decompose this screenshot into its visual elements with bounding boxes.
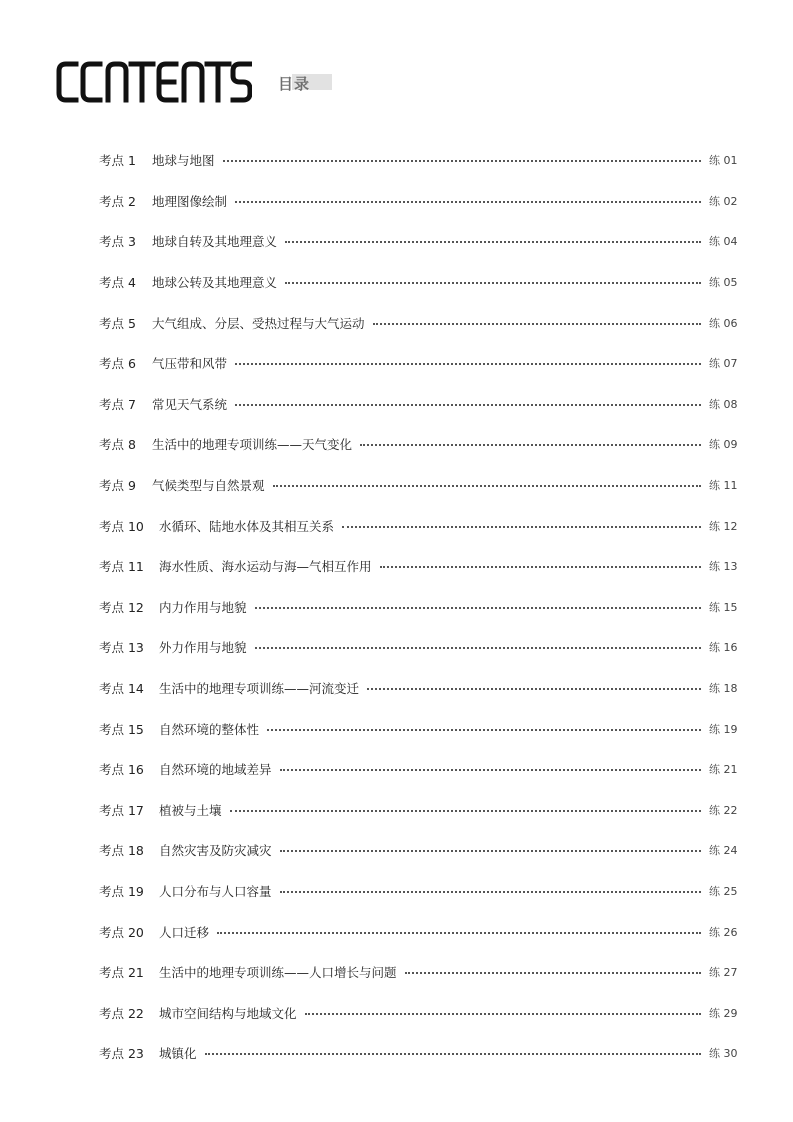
toc-entry-page: 练 21 — [709, 763, 738, 777]
toc-entry-page: 练 26 — [709, 925, 738, 939]
toc-entry-page: 练 27 — [709, 966, 738, 980]
toc-leader-dots — [205, 1053, 701, 1055]
toc-entry-number: 考点 16 — [99, 762, 144, 778]
toc-entry[interactable] — [99, 668, 737, 709]
toc-entry[interactable] — [99, 384, 737, 425]
toc-leader-dots — [235, 404, 701, 406]
contents-logo — [56, 58, 252, 106]
toc-leader-dots — [280, 850, 701, 852]
toc-leader-dots — [273, 485, 701, 487]
toc-entry-number: 考点 8 — [99, 437, 136, 453]
toc-entry-page: 练 25 — [709, 884, 738, 898]
toc-leader-dots — [380, 566, 701, 568]
toc-entry-title: 植被与土壤 — [159, 802, 222, 818]
toc-entry[interactable] — [99, 343, 737, 384]
toc-entry-title: 人口分布与人口容量 — [159, 883, 272, 899]
toc-entry-title: 自然环境的整体性 — [159, 721, 260, 737]
toc-entry-title: 生活中的地理专项训练——人口增长与问题 — [159, 965, 397, 981]
toc-leader-dots — [405, 972, 701, 974]
toc-entry-page: 练 24 — [709, 844, 738, 858]
toc-entry-title: 生活中的地理专项训练——天气变化 — [152, 437, 353, 453]
toc-entry[interactable] — [99, 546, 737, 587]
toc-entry-page: 练 13 — [709, 560, 738, 574]
toc-entry-number: 考点 5 — [99, 315, 136, 331]
toc-leader-dots — [235, 363, 701, 365]
toc-entry-number: 考点 9 — [99, 478, 136, 494]
toc-entry[interactable] — [99, 911, 737, 952]
toc-entry-page: 练 18 — [709, 682, 738, 696]
toc-entry-page: 练 04 — [709, 235, 738, 249]
toc-entry-page: 练 22 — [709, 803, 738, 817]
toc-entry[interactable] — [99, 790, 737, 831]
toc-entry[interactable] — [99, 830, 737, 871]
toc-entry-number: 考点 3 — [99, 234, 136, 250]
toc-entry-number: 考点 14 — [99, 681, 144, 697]
table-of-contents — [99, 140, 737, 1074]
toc-entry-title: 地球自转及其地理意义 — [152, 234, 278, 250]
toc-entry-title: 常见天气系统 — [152, 396, 228, 412]
toc-leader-dots — [255, 647, 701, 649]
toc-entry[interactable] — [99, 140, 737, 181]
toc-leader-dots — [280, 769, 701, 771]
toc-entry-number: 考点 20 — [99, 924, 144, 940]
toc-entry-page: 练 01 — [709, 154, 738, 168]
toc-leader-dots — [285, 282, 701, 284]
toc-entry[interactable] — [99, 424, 737, 465]
toc-entry-page: 练 05 — [709, 276, 738, 290]
toc-entry-number: 考点 18 — [99, 843, 144, 859]
toc-leader-dots — [280, 891, 701, 893]
toc-entry-title: 外力作用与地貌 — [159, 640, 247, 656]
toc-leader-dots — [285, 241, 701, 243]
toc-entry-number: 考点 22 — [99, 1005, 144, 1021]
toc-leader-dots — [367, 688, 701, 690]
toc-entry-number: 考点 13 — [99, 640, 144, 656]
toc-entry-number: 考点 6 — [99, 356, 136, 372]
page-header — [56, 58, 356, 106]
toc-entry[interactable] — [99, 505, 737, 546]
toc-leader-dots — [235, 201, 701, 203]
toc-entry-number: 考点 17 — [99, 802, 144, 818]
toc-entry-number: 考点 23 — [99, 1046, 144, 1062]
toc-entry-number: 考点 4 — [99, 275, 136, 291]
toc-entry-title: 内力作用与地貌 — [159, 599, 247, 615]
toc-entry[interactable] — [99, 1033, 737, 1074]
toc-entry-page: 练 07 — [709, 357, 738, 371]
toc-entry[interactable] — [99, 992, 737, 1033]
toc-entry-page: 练 15 — [709, 600, 738, 614]
toc-leader-dots — [217, 932, 701, 934]
toc-entry-page: 练 09 — [709, 438, 738, 452]
header-decor-box — [316, 74, 332, 90]
toc-entry[interactable] — [99, 302, 737, 343]
toc-entry-number: 考点 12 — [99, 599, 144, 615]
toc-entry-title: 大气组成、分层、受热过程与大气运动 — [152, 315, 365, 331]
toc-entry-title: 地理图像绘制 — [152, 193, 228, 209]
toc-entry-title: 地球公转及其地理意义 — [152, 275, 278, 291]
toc-leader-dots — [360, 444, 701, 446]
toc-entry[interactable] — [99, 627, 737, 668]
toc-entry-title: 城市空间结构与地域文化 — [159, 1005, 297, 1021]
toc-leader-dots — [230, 810, 701, 812]
toc-entry-title: 地球与地图 — [152, 153, 215, 169]
toc-leader-dots — [255, 607, 701, 609]
toc-entry-page: 练 08 — [709, 397, 738, 411]
toc-leader-dots — [373, 323, 701, 325]
toc-leader-dots — [305, 1013, 701, 1015]
toc-entry-page: 练 29 — [709, 1006, 738, 1020]
toc-entry-number: 考点 1 — [99, 153, 136, 169]
toc-entry-number: 考点 19 — [99, 883, 144, 899]
toc-entry[interactable] — [99, 749, 737, 790]
toc-entry-number: 考点 15 — [99, 721, 144, 737]
toc-entry-page: 练 06 — [709, 316, 738, 330]
toc-entry[interactable] — [99, 221, 737, 262]
toc-entry-number: 考点 11 — [99, 559, 144, 575]
toc-entry-number: 考点 10 — [99, 518, 144, 534]
toc-leader-dots — [267, 729, 701, 731]
toc-entry[interactable] — [99, 708, 737, 749]
toc-entry[interactable] — [99, 262, 737, 303]
toc-entry-number: 考点 21 — [99, 965, 144, 981]
toc-entry-number: 考点 2 — [99, 193, 136, 209]
toc-entry-title: 自然环境的地域差异 — [159, 762, 272, 778]
toc-leader-dots — [342, 526, 701, 528]
toc-entry-title: 生活中的地理专项训练——河流变迁 — [159, 681, 360, 697]
toc-entry-page: 练 02 — [709, 194, 738, 208]
toc-entry-page: 练 16 — [709, 641, 738, 655]
toc-entry-page: 练 11 — [709, 479, 738, 493]
toc-entry[interactable] — [99, 952, 737, 993]
toc-entry-page: 练 30 — [709, 1047, 738, 1061]
toc-entry-title: 水循环、陆地水体及其相互关系 — [159, 518, 335, 534]
toc-entry-title: 气压带和风带 — [152, 356, 228, 372]
toc-entry-number: 考点 7 — [99, 396, 136, 412]
toc-entry-title: 海水性质、海水运动与海—气相互作用 — [159, 559, 372, 575]
toc-entry-page: 练 19 — [709, 722, 738, 736]
toc-leader-dots — [223, 160, 701, 162]
toc-entry-title: 气候类型与自然景观 — [152, 478, 265, 494]
toc-entry[interactable] — [99, 181, 737, 222]
page-title: 目录 — [278, 75, 311, 93]
toc-entry-title: 人口迁移 — [159, 924, 210, 940]
toc-entry-title: 城镇化 — [159, 1046, 197, 1062]
toc-entry[interactable] — [99, 465, 737, 506]
toc-entry[interactable] — [99, 871, 737, 912]
toc-entry[interactable] — [99, 587, 737, 628]
toc-entry-title: 自然灾害及防灾减灾 — [159, 843, 272, 859]
toc-entry-page: 练 12 — [709, 519, 738, 533]
